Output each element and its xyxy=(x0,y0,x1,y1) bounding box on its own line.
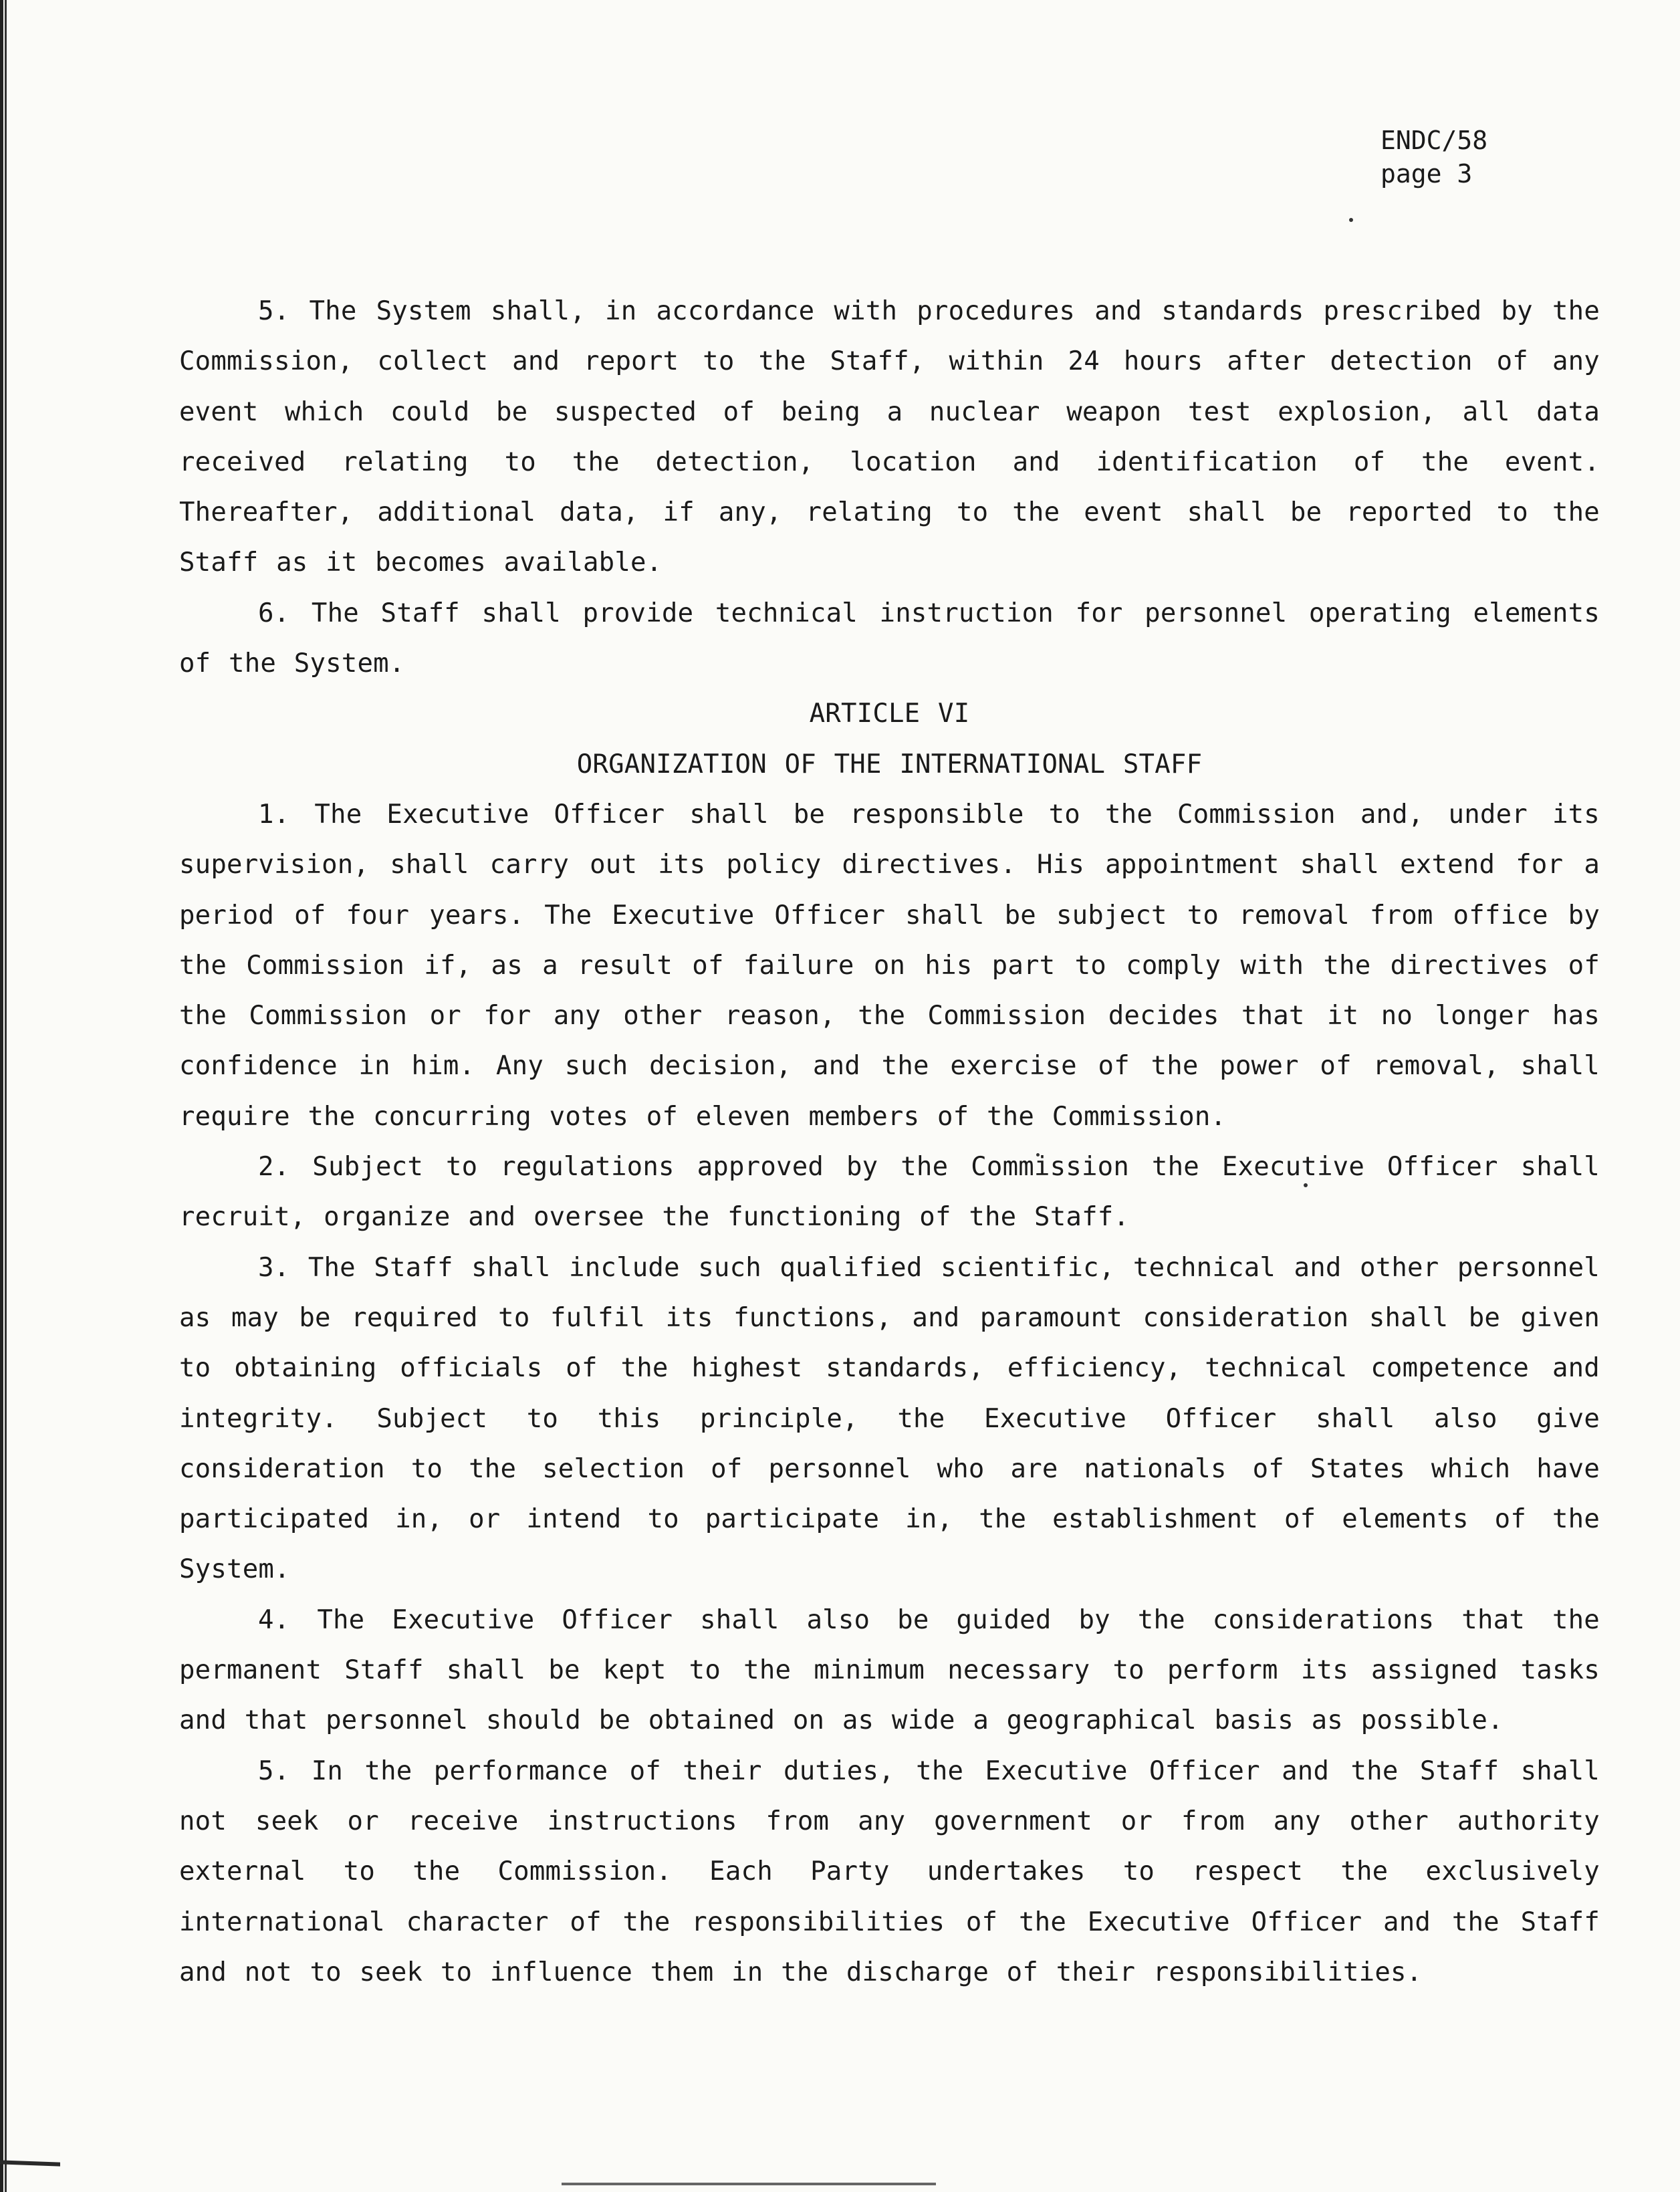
document-body xyxy=(179,286,1600,1997)
article-title: ORGANIZATION OF THE INTERNATIONAL STAFF xyxy=(576,749,1203,779)
article-paragraph-2: 2. Subject to regulations approved by the Commission the Executive Officer shall recruit, organize and oversee the functioning of the Staff. xyxy=(179,1152,1600,1233)
article-paragraph-3: 3. The Staff shall include such qualified scientific, technical and other personnel as may be required to fulfil its functions, and paramount consideration shall be given to obtaining officials of the highest standards, efficiency, technical competence and integrity. Subject to this principle, the Executive Officer shall also give consideration to the selection of personnel who are nationals of States which have participated in, or intend to participate in, the establishment of elements of the System. xyxy=(179,1252,1600,1585)
scan-mark xyxy=(0,2160,60,2166)
scan-speck xyxy=(1349,218,1353,222)
page-number: page 3 xyxy=(1381,159,1473,189)
paragraph-5-system-reporting: 5. The System shall, in accordance with procedures and standards prescribed by the Commission, collect and report to the Staff, within 24 hours after detection of any event which could be suspected of being a nuclear weapon test explosion, all data received relating to the detection, location and identification of the event. Thereafter, additional data, if any, relating to the event shall be reported to the Staff as it becomes available. xyxy=(179,296,1600,578)
document-header xyxy=(1381,124,1487,191)
document-symbol: ENDC/58 xyxy=(1381,126,1488,155)
page-bottom-rule xyxy=(562,2183,936,2185)
article-paragraph-1: 1. The Executive Officer shall be responsible to the Commission and, under its supervision, shall carry out its policy directives. His appointment shall extend for a period of four years. The Executive Officer shall be subject to removal from office by the Commission if, as a result of failure on his part to comply with the directives of the Commission or for any other reason, the Commission decides that it no longer has confidence in him. Any such decision, and the exercise of the power of removal, shall require the concurring votes of eleven members of the Commission. xyxy=(179,799,1600,1132)
paragraph-6-staff-instruction: 6. The Staff shall provide technical instruction for personnel operating elements of the System. xyxy=(179,598,1600,679)
page-binding-edge xyxy=(0,0,8,2192)
article-paragraph-4: 4. The Executive Officer shall also be guided by the considerations that the permanent Staff shall be kept to the minimum necessary to perform its assigned tasks and that personnel should be obtained on as wide a geographical basis as possible. xyxy=(179,1604,1600,1736)
article-number: ARTICLE VI xyxy=(809,699,970,729)
article-paragraph-5: 5. In the performance of their duties, the Executive Officer and the Staff shall not seek or receive instructions from any government or from any other authority external to the Commission. Each Party undertakes to respect the exclusively international character of the responsibilities of the Executive Officer and the Staff and not to seek to influence them in the discharge of their responsibilities. xyxy=(179,1755,1600,1987)
